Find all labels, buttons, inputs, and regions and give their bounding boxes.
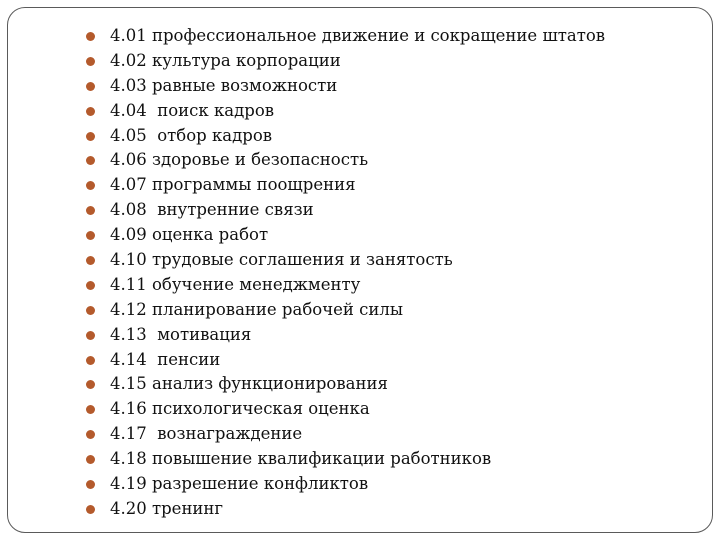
list-item	[86, 447, 605, 472]
bullet-icon	[86, 206, 95, 215]
list-item	[86, 422, 605, 447]
list-item-label: 4.14 пенсии	[110, 349, 221, 369]
list-item-label: 4.20 тренинг	[110, 498, 224, 518]
bullet-icon	[86, 281, 95, 290]
bullet-icon	[86, 156, 95, 165]
list-item-label: 4.07 программы поощрения	[110, 175, 356, 195]
bullet-icon	[86, 356, 95, 365]
list-item	[86, 24, 605, 49]
slide-frame	[7, 7, 713, 533]
list-item-label: 4.09 оценка работ	[110, 225, 269, 245]
list-item	[86, 273, 605, 298]
list-item-label: 4.12 планирование рабочей силы	[110, 299, 403, 319]
list-item-label: 4.08 внутренние связи	[110, 200, 314, 220]
bullet-icon	[86, 430, 95, 439]
list-item-label: 4.01 профессиональное движение и сокращение штатов	[110, 26, 606, 45]
list-item-label: 4.13 мотивация	[110, 324, 252, 344]
list-item	[86, 298, 605, 323]
bullet-icon	[86, 32, 95, 41]
list-item	[86, 74, 605, 99]
list-item-label: 4.16 психологическая оценка	[110, 399, 370, 419]
list-item	[86, 323, 605, 348]
bullet-icon	[86, 107, 95, 116]
list-item	[86, 198, 605, 223]
bullet-icon	[86, 231, 95, 240]
list-item	[86, 173, 605, 198]
list-item-label: 4.17 вознаграждение	[110, 424, 303, 444]
list-item	[86, 497, 605, 522]
list-item-label: 4.10 трудовые соглашения и занятость	[110, 250, 453, 270]
topic-list	[86, 24, 605, 522]
bullet-icon	[86, 405, 95, 414]
list-item-label: 4.06 здоровье и безопасность	[110, 150, 369, 170]
list-item-label: 4.11 обучение менеджменту	[110, 274, 361, 294]
bullet-icon	[86, 380, 95, 389]
bullet-icon	[86, 181, 95, 190]
bullet-icon	[86, 505, 95, 514]
list-item-label: 4.04 поиск кадров	[110, 100, 275, 120]
list-item	[86, 99, 605, 124]
list-item	[86, 148, 605, 173]
list-item-label: 4.05 отбор кадров	[110, 125, 273, 145]
bullet-icon	[86, 256, 95, 265]
bullet-icon	[86, 455, 95, 464]
bullet-icon	[86, 82, 95, 91]
list-item	[86, 248, 605, 273]
bullet-icon	[86, 331, 95, 340]
list-item	[86, 348, 605, 373]
list-item-label: 4.18 повышение квалификации работников	[110, 449, 492, 469]
bullet-icon	[86, 306, 95, 315]
bullet-icon	[86, 57, 95, 66]
bullet-icon	[86, 480, 95, 489]
bullet-icon	[86, 132, 95, 141]
list-item	[86, 49, 605, 74]
list-item-label: 4.15 анализ функционирования	[110, 374, 388, 394]
list-item	[86, 223, 605, 248]
list-item	[86, 124, 605, 149]
list-item	[86, 472, 605, 497]
list-item-label: 4.19 разрешение конфликтов	[110, 474, 369, 494]
list-item	[86, 397, 605, 422]
list-item-label: 4.02 культура корпорации	[110, 50, 341, 70]
list-item	[86, 372, 605, 397]
list-item-label: 4.03 равные возможности	[110, 75, 338, 95]
